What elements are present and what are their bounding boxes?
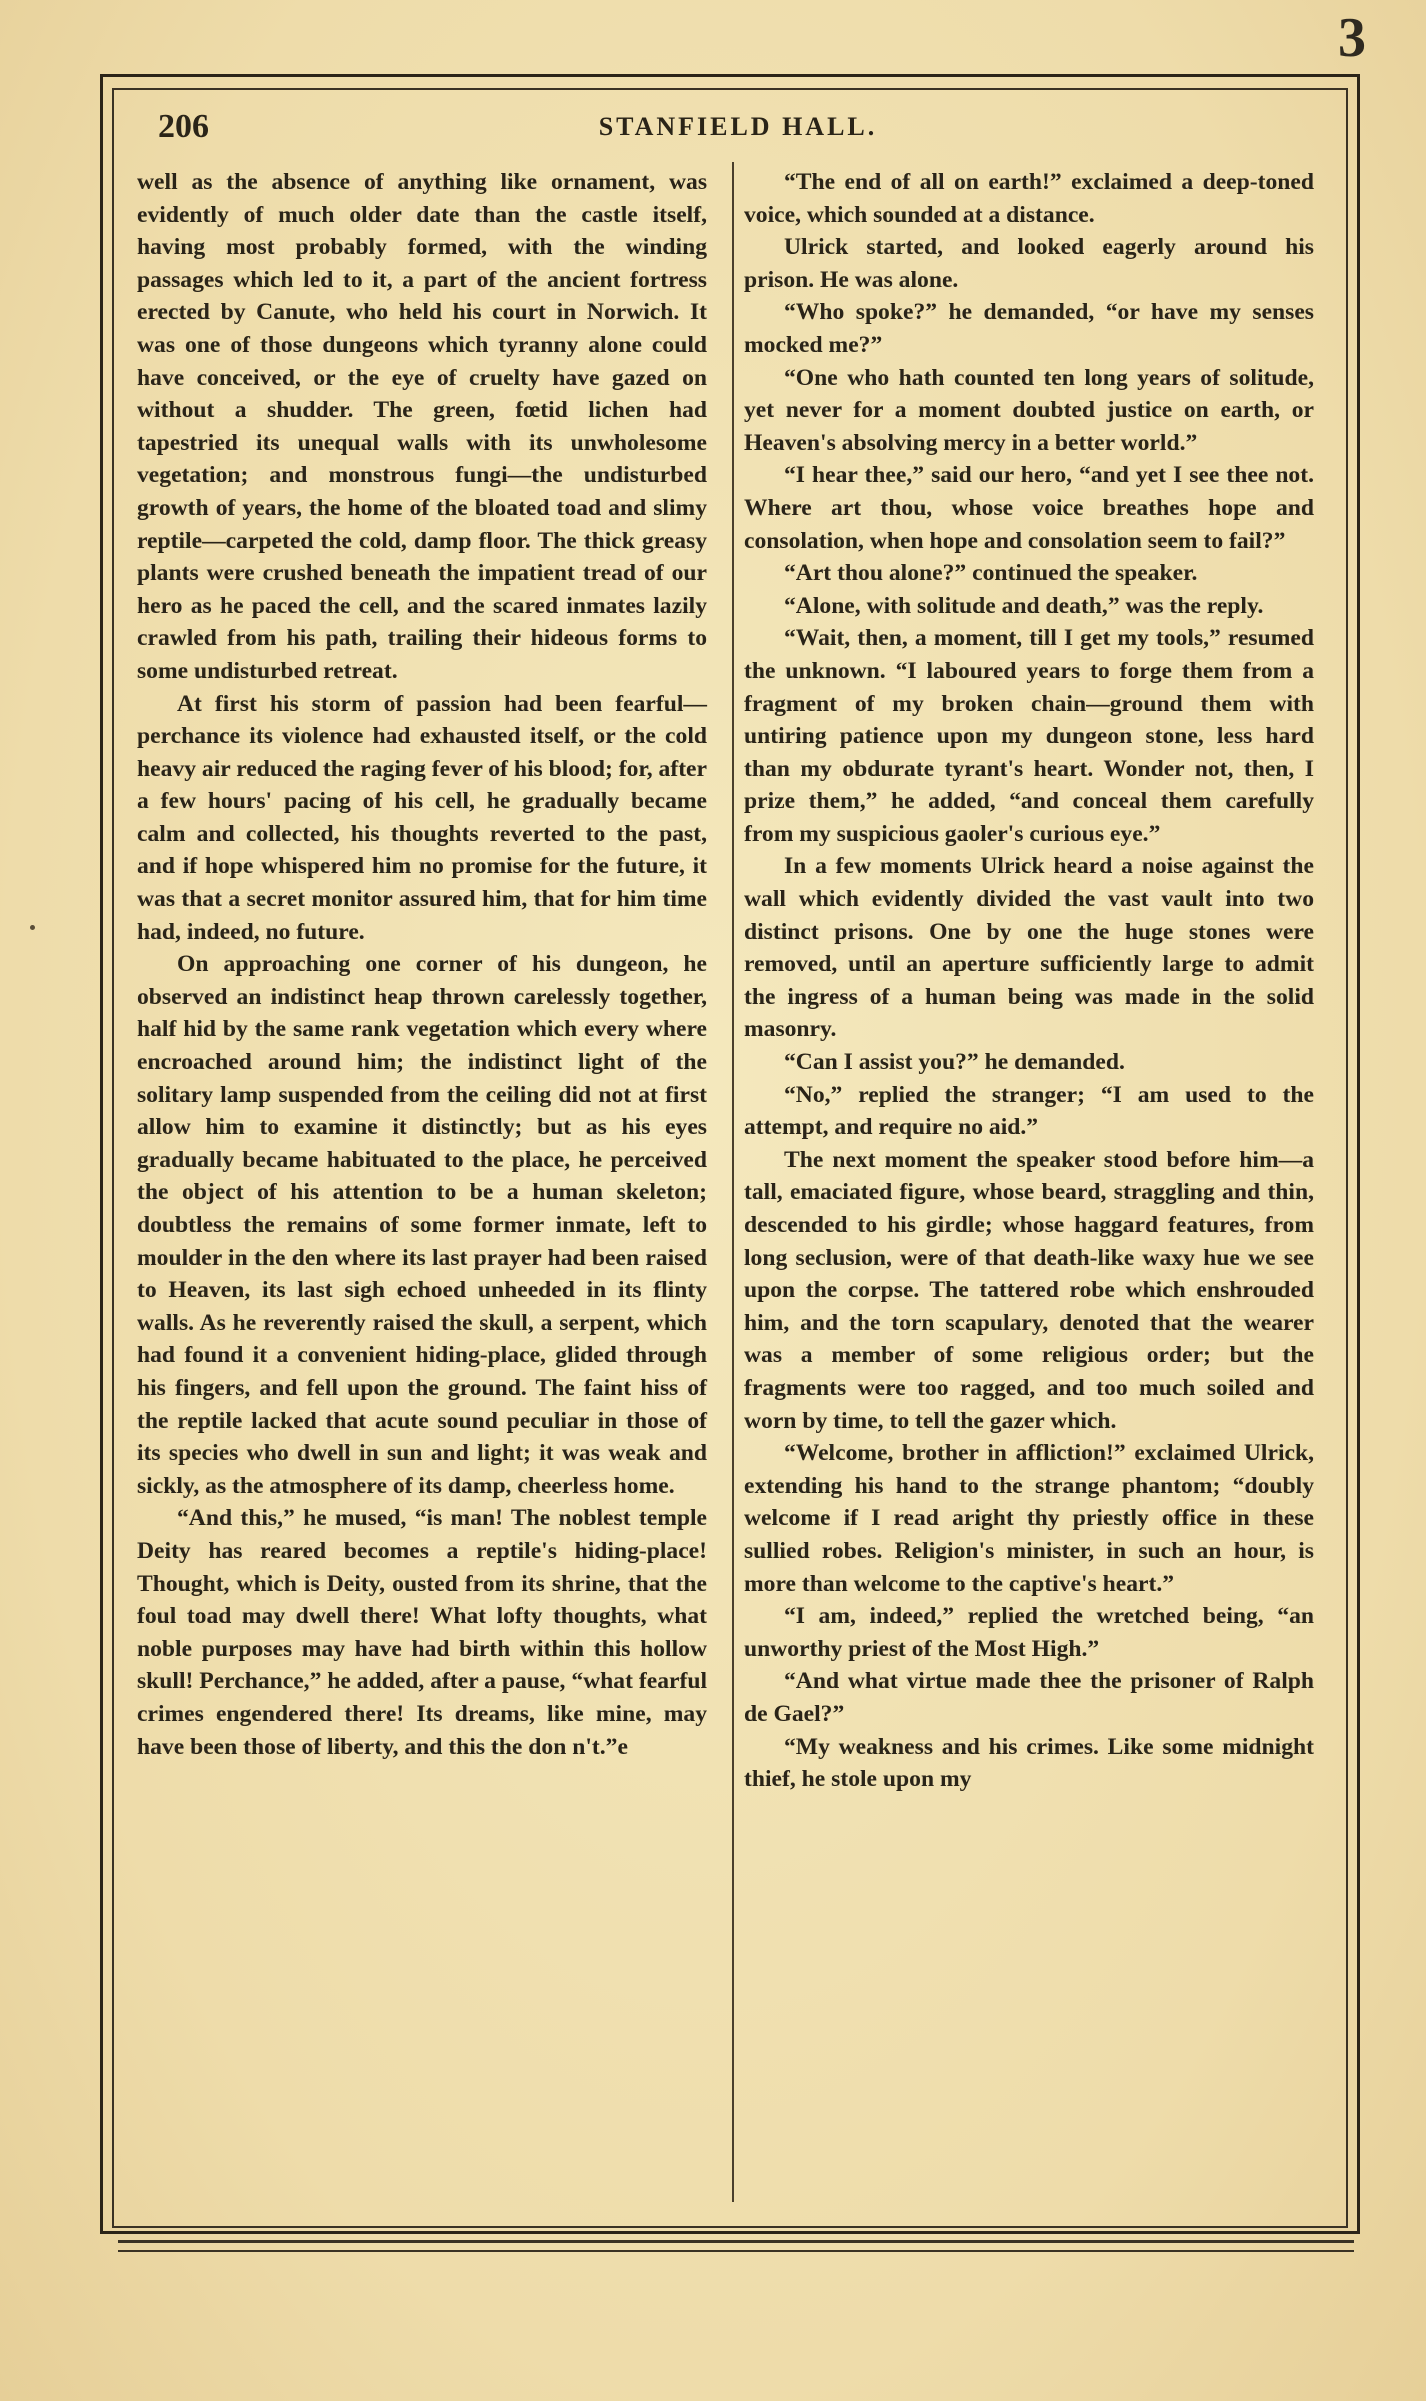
paragraph: “Who spoke?” he demanded, “or have my senses mocked me?”	[744, 299, 1314, 358]
page-header	[148, 108, 1328, 152]
paragraph: “And this,” he mused, “is man! The noblest temple Deity has reared becomes a reptile's hiding-place! Thought, which is Deity, ousted from its shrine, that the foul toad may dwell there! What lofty thoughts, what noble purposes may have had birth within this hollow skull! Perchance,” he added, after a pause, “what fearful crimes engendered there! Its dreams, like mine, may have been those of liberty, and this the don n't.”e	[137, 1505, 707, 1760]
paragraph: On approaching one corner of his dungeon, he observed an indistinct heap thrown carelessly together, half hid by the same rank vegetation which every where encroached around him; the indistinct light of the solitary lamp suspended from the ceiling did not at first allow him to examine it distinctly; but as his eyes gradually became habituated to the place, he perceived the object of his attention to be a human skeleton; doubtless the remains of some former inmate, left to moulder in the den where its last prayer had been raised to Heaven, its last sigh echoed unheeded in its flinty walls. As he reverently raised the skull, a serpent, which had found it a convenient hiding-place, glided through his fingers, and fell upon the ground. The faint hiss of the reptile lacked that acute sound peculiar in those of its species who dwell in sun and light; it was weak and sickly, as the atmosphere of its damp, cheerless home.	[137, 951, 707, 1499]
bottom-rule	[118, 2240, 1354, 2243]
paragraph: “Welcome, brother in affliction!” exclaimed Ulrick, extending his hand to the strange phantom; “doubly welcome if I read aright thy priestly office in these sullied robes. Religion's minister, in such an hour, is more than welcome to the captive's heart.”	[744, 1440, 1314, 1597]
paragraph: “Alone, with solitude and death,” was the reply.	[784, 592, 1264, 619]
paragraph: Ulrick started, and looked eagerly around his prison. He was alone.	[744, 234, 1314, 293]
paragraph: “No,” replied the stranger; “I am used to the attempt, and require no aid.”	[744, 1081, 1314, 1141]
right-column	[744, 166, 1314, 1796]
paragraph: At first his storm of passion had been fearful—perchance its violence had exhausted itself, or the cold heavy air reduced the raging fever of his blood; for, after a few hours' pacing of his cell, he gradually became calm and collected, his thoughts reverted to the past, and if hope whispered him no promise for the future, it was that a secret monitor assured him, that for him time had, indeed, no future.	[137, 690, 707, 945]
paper-speck	[30, 925, 35, 930]
paragraph: “Art thou alone?” continued the speaker.	[784, 560, 1198, 587]
corner-page-mark: 3	[1338, 7, 1366, 69]
bottom-rule	[118, 2250, 1354, 2252]
paragraph: “I hear thee,” said our hero, “and yet I see thee not. Where art thou, whose voice breathes hope and consolation, when hope and consolation seem to fail?”	[744, 462, 1314, 554]
paragraph: “I am, indeed,” replied the wretched being, “an unworthy priest of the Most High.”	[744, 1603, 1314, 1662]
column-divider	[732, 162, 734, 2202]
paragraph: well as the absence of anything like ornament, was evidently of much older date than the castle itself, having most probably formed, with the winding passages which led to it, a part of the ancient fortress erected by Canute, who held his court in Norwich. It was one of those dungeons which tyranny alone could have conceived, or the eye of cruelty have gazed on without a shudder. The green, fœtid lichen had tapestried its unequal walls with its unwholesome vegetation; and monstrous fungi—the undisturbed growth of years, the home of the bloated toad and slimy reptile—carpeted the cold, damp floor. The thick greasy plants were crushed beneath the impatient tread of our hero as he paced the cell, and the scared inmates lazily crawled from his path, trailing their hideous forms to some undisturbed retreat.	[137, 169, 707, 684]
paragraph: “Wait, then, a moment, till I get my tools,” resumed the unknown. “I laboured years to forge them from a fragment of my broken chain—ground them with untiring patience upon my dungeon stone, less hard than my obdurate tyrant's heart. Wonder not, then, I prize them,” he added, “and conceal them carefully from my suspicious gaoler's curious eye.”	[744, 625, 1314, 847]
paragraph: “My weakness and his crimes. Like some midnight thief, he stole upon my	[744, 1733, 1314, 1793]
paragraph: “Can I assist you?” he demanded.	[784, 1049, 1125, 1076]
paragraph: “And what virtue made thee the prisoner of Ralph de Gael?”	[744, 1668, 1314, 1727]
page-number: 206	[158, 108, 209, 145]
paragraph: “One who hath counted ten long years of solitude, yet never for a moment doubted justice on earth, or Heaven's absolving mercy in a better world.”	[744, 364, 1314, 456]
paragraph: The next moment the speaker stood before him—a tall, emaciated figure, whose beard, straggling and thin, descended to his girdle; whose haggard features, from long seclusion, were of that death-like waxy hue we see upon the corpse. The tattered robe which enshrouded him, and the torn scapulary, denoted that the wearer was a member of some religious order; but the fragments were too ragged, and too much soiled and worn by time, to tell the gazer which.	[744, 1146, 1314, 1434]
running-head-title: STANFIELD HALL.	[598, 112, 878, 141]
left-column	[137, 166, 707, 1763]
paragraph: In a few moments Ulrick heard a noise against the wall which evidently divided the vast vault into two distinct prisons. One by one the huge stones were removed, until an aperture sufficiently large to admit the ingress of a human being was made in the solid masonry.	[744, 853, 1314, 1043]
paragraph: “The end of all on earth!” exclaimed a deep-toned voice, which sounded at a distance.	[744, 169, 1314, 228]
